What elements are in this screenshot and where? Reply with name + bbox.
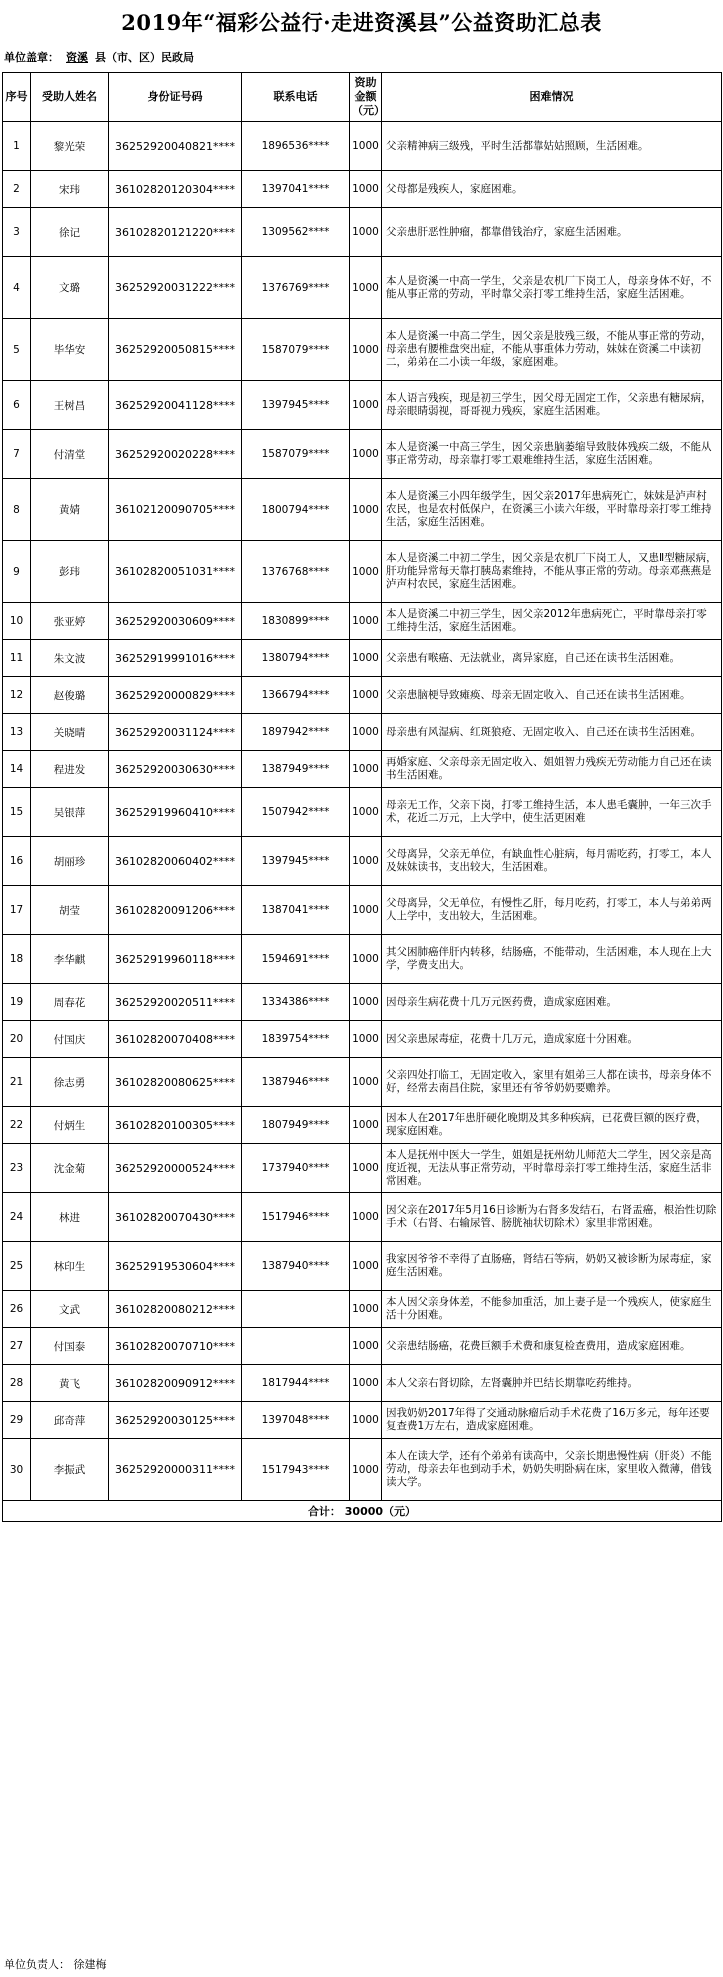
recipient-name: 周春花 [31,984,109,1021]
row-number: 2 [3,171,31,208]
document-title: 2019年“福彩公益行·走进资溪县”公益资助汇总表 [121,10,602,35]
table-row [3,122,722,171]
row-number: 28 [3,1365,31,1402]
header-name: 受助人姓名 [31,73,109,122]
difficulty-description: 本人是资溪二中初三学生，因父亲2012年患病死亡，平时靠母亲打零工维持生活，家庭生活困难。 [382,603,722,640]
phone-number: 1839754**** [242,1021,350,1058]
phone-number: 1517946**** [242,1193,350,1242]
row-number: 20 [3,1021,31,1058]
table-row [3,381,722,430]
difficulty-description: 本人是资溪一中高一学生，父亲是农机厂下岗工人，母亲身体不好，不能从事正常的劳动，平时靠父亲打零工维持生活，家庭生活困难。 [382,257,722,319]
id-number: 36252920030125**** [109,1402,242,1439]
row-number: 5 [3,319,31,381]
row-number: 21 [3,1058,31,1107]
difficulty-description: 因我奶奶2017年得了交通动脉瘤后动手术花费了16万多元，每年还要复查费1万左右，造成家庭困难。 [382,1402,722,1439]
difficulty-description: 再婚家庭、父亲母亲无固定收入、姐姐智力残疾无劳动能力自己还在读书生活困难。 [382,751,722,788]
id-number: 36102820091206**** [109,886,242,935]
table-row [3,603,722,640]
phone-number: 1800794**** [242,479,350,541]
id-number: 36252920000311**** [109,1439,242,1501]
aid-amount: 1000 [350,1058,382,1107]
id-number: 36252920020511**** [109,984,242,1021]
aid-amount: 1000 [350,208,382,257]
table-row [3,479,722,541]
row-number: 22 [3,1107,31,1144]
total-row [3,1501,722,1522]
recipient-name: 关晓晴 [31,714,109,751]
aid-amount: 1000 [350,541,382,603]
header-amount: 资助金额（元） [350,73,382,122]
aid-summary-table [2,72,722,1522]
recipient-name: 徐记 [31,208,109,257]
difficulty-description: 父母离异，父无单位，有慢性乙肝，每月吃药，打零工，本人与弟弟两人上学中，支出较大，生活困难。 [382,886,722,935]
id-number: 36102820070430**** [109,1193,242,1242]
phone-number: 1507942**** [242,788,350,837]
table-row [3,1402,722,1439]
table-row [3,1242,722,1291]
recipient-name: 赵俊璐 [31,677,109,714]
table-row [3,837,722,886]
aid-amount: 1000 [350,1402,382,1439]
recipient-name: 黄婧 [31,479,109,541]
row-number: 19 [3,984,31,1021]
recipient-name: 付炳生 [31,1107,109,1144]
id-number: 36102820051031**** [109,541,242,603]
table-row [3,1144,722,1193]
aid-amount: 1000 [350,751,382,788]
phone-number: 1587079**** [242,319,350,381]
header-id: 身份证号码 [109,73,242,122]
row-number: 16 [3,837,31,886]
table-header-row [3,73,722,122]
id-number: 36102820060402**** [109,837,242,886]
id-number: 36252920040821**** [109,122,242,171]
recipient-name: 黄飞 [31,1365,109,1402]
recipient-name: 朱文波 [31,640,109,677]
phone-number: 1309562**** [242,208,350,257]
recipient-name: 付国泰 [31,1328,109,1365]
id-number: 36102820070710**** [109,1328,242,1365]
difficulty-description: 本人是资溪三小四年级学生，因父亲2017年患病死亡，妹妹是泸声村农民，也是农村低保户，在资溪三小读六年级，平时靠母亲打零工维持生活，家庭生活困难。 [382,479,722,541]
difficulty-description: 父亲精神病三级残，平时生活都靠姑姑照顾，生活困难。 [382,122,722,171]
aid-amount: 1000 [350,1193,382,1242]
difficulty-description: 本人父亲右肾切除，左肾囊肿并巴结长期靠吃药维持。 [382,1365,722,1402]
phone-number: 1397945**** [242,837,350,886]
aid-amount: 1000 [350,788,382,837]
row-number: 7 [3,430,31,479]
phone-number: 1380794**** [242,640,350,677]
recipient-name: 沈金菊 [31,1144,109,1193]
recipient-name: 李华麒 [31,935,109,984]
header-phone: 联系电话 [242,73,350,122]
recipient-name: 付清堂 [31,430,109,479]
id-number: 36102820070408**** [109,1021,242,1058]
phone-number: 1896536**** [242,122,350,171]
row-number: 6 [3,381,31,430]
unit-stamp-label: 单位盖章： [4,51,59,64]
difficulty-description: 本人在读大学，还有个弟弟有读高中，父亲长期患慢性病（肝炎）不能劳动，母亲去年也到动手术，奶奶失明卧病在床，家里收入微薄，借钱读大学。 [382,1439,722,1501]
phone-number: 1830899**** [242,603,350,640]
aid-amount: 1000 [350,122,382,171]
difficulty-description: 父亲四处打临工，无固定收入，家里有姐弟三人都在读书，母亲身体不好，经常去南昌住院，家里还有爷爷奶奶要赡养。 [382,1058,722,1107]
aid-amount: 1000 [350,1365,382,1402]
difficulty-description: 本人因父亲身体差，不能参加重活，加上妻子是一个残疾人，使家庭生活十分困难。 [382,1291,722,1328]
id-number: 36252920000829**** [109,677,242,714]
id-number: 36102820080212**** [109,1291,242,1328]
recipient-name: 毕华安 [31,319,109,381]
row-number: 3 [3,208,31,257]
row-number: 10 [3,603,31,640]
table-row [3,208,722,257]
aid-amount: 1000 [350,1291,382,1328]
table-row [3,714,722,751]
phone-number: 1897942**** [242,714,350,751]
difficulty-description: 因父亲患尿毒症，花费十几万元，造成家庭十分困难。 [382,1021,722,1058]
id-number: 36252920031124**** [109,714,242,751]
phone-number: 1376768**** [242,541,350,603]
phone-number: 1517943**** [242,1439,350,1501]
id-number: 36252920041128**** [109,381,242,430]
recipient-name: 胡丽珍 [31,837,109,886]
unit-stamp-line [4,48,194,68]
difficulty-description: 母亲无工作，父亲下岗，打零工维持生活，本人患毛囊肿，一年三次手术，花近二万元，上大学中，使生活更困难 [382,788,722,837]
id-number: 36102120090705**** [109,479,242,541]
aid-amount: 1000 [350,714,382,751]
total-amount: 合计： 30000（元） [3,1501,722,1522]
aid-amount: 1000 [350,479,382,541]
id-number: 36252920030609**** [109,603,242,640]
recipient-name: 程进发 [31,751,109,788]
recipient-name: 付国庆 [31,1021,109,1058]
phone-number [242,1291,350,1328]
recipient-name: 邱奇萍 [31,1402,109,1439]
table-row [3,677,722,714]
aid-amount: 1000 [350,257,382,319]
difficulty-description: 因本人在2017年患肝硬化晚期及其多种疾病，已花费巨额的医疗费，现家庭困难。 [382,1107,722,1144]
aid-amount: 1000 [350,837,382,886]
unit-suffix: 县（市、区）民政局 [95,51,194,64]
id-number: 36252920050815**** [109,319,242,381]
aid-amount: 1000 [350,1439,382,1501]
phone-number: 1387041**** [242,886,350,935]
id-number: 36102820120304**** [109,171,242,208]
id-number: 36252920000524**** [109,1144,242,1193]
phone-number: 1334386**** [242,984,350,1021]
difficulty-description: 父亲患肝恶性肿瘤，都靠借钱治疗，家庭生活困难。 [382,208,722,257]
id-number: 36102820090912**** [109,1365,242,1402]
row-number: 9 [3,541,31,603]
phone-number: 1387940**** [242,1242,350,1291]
difficulty-description: 本人是资溪一中高二学生，因父亲是肢残三级，不能从事正常的劳动，母亲患有腰椎盘突出症，不能从事重体力劳动，妹妹在资溪二中读初二，弟弟在二小读一年级，家庭困难。 [382,319,722,381]
id-number: 36252920030630**** [109,751,242,788]
row-number: 14 [3,751,31,788]
aid-amount: 1000 [350,1144,382,1193]
recipient-name: 林进 [31,1193,109,1242]
aid-amount: 1000 [350,319,382,381]
row-number: 1 [3,122,31,171]
table-body [3,122,722,1501]
row-number: 23 [3,1144,31,1193]
phone-number: 1397945**** [242,381,350,430]
aid-amount: 1000 [350,381,382,430]
phone-number: 1737940**** [242,1144,350,1193]
id-number: 36252919960410**** [109,788,242,837]
row-number: 24 [3,1193,31,1242]
id-number: 36102820080625**** [109,1058,242,1107]
recipient-name: 文璐 [31,257,109,319]
difficulty-description: 父母离异，父亲无单位，有缺血性心脏病，每月需吃药，打零工，本人及妹妹读书，支出较大，生活困难。 [382,837,722,886]
phone-number: 1817944**** [242,1365,350,1402]
id-number: 36102820100305**** [109,1107,242,1144]
row-number: 4 [3,257,31,319]
row-number: 30 [3,1439,31,1501]
difficulty-description: 父母都是残疾人，家庭困难。 [382,171,722,208]
phone-number: 1387949**** [242,751,350,788]
row-number: 25 [3,1242,31,1291]
recipient-name: 李振武 [31,1439,109,1501]
row-number: 29 [3,1402,31,1439]
difficulty-description: 本人是抚州中医大一学生，姐姐是抚州幼儿师范大二学生，因父亲是高度近视，无法从事正常劳动，平时靠母亲打零工维持生活，家庭生活非常困难。 [382,1144,722,1193]
difficulty-description: 我家因爷爷不幸得了直肠癌，肾结石等病，奶奶又被诊断为尿毒症，家庭生活困难。 [382,1242,722,1291]
table-row [3,1439,722,1501]
row-number: 12 [3,677,31,714]
phone-number: 1376769**** [242,257,350,319]
phone-number: 1397041**** [242,171,350,208]
aid-amount: 1000 [350,430,382,479]
difficulty-description: 本人语言残疾，现是初三学生，因父母无固定工作，父亲患有糖尿病，母亲眼睛弱视，哥哥视力残疾，家庭生活困难。 [382,381,722,430]
phone-number: 1366794**** [242,677,350,714]
table-row [3,1291,722,1328]
row-number: 11 [3,640,31,677]
row-number: 15 [3,788,31,837]
difficulty-description: 其父困肺癌伴肝内转移，结肠癌，不能带动，生活困难，本人现在上大学，学费支出大。 [382,935,722,984]
aid-amount: 1000 [350,886,382,935]
difficulty-description: 本人是资溪一中高三学生，因父亲患脑萎缩导致肢体残疾二级，不能从事正常劳动，母亲靠打零工艰难维持生活，家庭生活困难。 [382,430,722,479]
aid-amount: 1000 [350,935,382,984]
recipient-name: 张亚婷 [31,603,109,640]
difficulty-description: 因父亲在2017年5月16日诊断为右肾多发结石，右肾盂癌，根治性切除手术（右肾、右输尿管、膀胱袖状切除术）家里非常困难。 [382,1193,722,1242]
table-row [3,1328,722,1365]
row-number: 18 [3,935,31,984]
id-number: 36252919991016**** [109,640,242,677]
difficulty-description: 本人是资溪二中初二学生，因父亲是农机厂下岗工人，又患Ⅱ型糖尿病，肝功能异常每天靠打胰岛素维持，不能从事正常的劳动。母亲邓燕燕是泸声村农民，家庭生活困难。 [382,541,722,603]
recipient-name: 吴银萍 [31,788,109,837]
phone-number: 1594691**** [242,935,350,984]
header-no: 序号 [3,73,31,122]
recipient-name: 徐志勇 [31,1058,109,1107]
table-row [3,1365,722,1402]
aid-amount: 1000 [350,171,382,208]
recipient-name: 王树昌 [31,381,109,430]
phone-number: 1387946**** [242,1058,350,1107]
recipient-name: 宋玮 [31,171,109,208]
id-number: 36252919960118**** [109,935,242,984]
id-number: 36252920020228**** [109,430,242,479]
table-row [3,1107,722,1144]
table-row [3,319,722,381]
row-number: 26 [3,1291,31,1328]
aid-amount: 1000 [350,640,382,677]
row-number: 17 [3,886,31,935]
recipient-name: 林印生 [31,1242,109,1291]
aid-amount: 1000 [350,1242,382,1291]
table-row [3,886,722,935]
phone-number [242,1328,350,1365]
table-row [3,1058,722,1107]
aid-amount: 1000 [350,603,382,640]
table-row [3,257,722,319]
table-row [3,430,722,479]
recipient-name: 胡莹 [31,886,109,935]
aid-amount: 1000 [350,1107,382,1144]
county-name: 资溪 [66,51,88,64]
aid-amount: 1000 [350,1021,382,1058]
row-number: 13 [3,714,31,751]
table-row [3,541,722,603]
table-row [3,751,722,788]
aid-amount: 1000 [350,1328,382,1365]
phone-number: 1397048**** [242,1402,350,1439]
difficulty-description: 因母亲生病花费十几万元医药费，造成家庭困难。 [382,984,722,1021]
difficulty-description: 母亲患有风湿病、红斑狼疮、无固定收入、自己还在读书生活困难。 [382,714,722,751]
difficulty-description: 父亲患有喉癌、无法就业，离异家庭，自己还在读书生活困难。 [382,640,722,677]
recipient-name: 彭玮 [31,541,109,603]
id-number: 36252920031222**** [109,257,242,319]
aid-amount: 1000 [350,984,382,1021]
responsible-person: 单位负责人： 徐建梅 [4,1958,107,1971]
row-number: 27 [3,1328,31,1365]
table-row [3,171,722,208]
difficulty-description: 父亲患结肠癌，花费巨额手术费和康复检查费用，造成家庭困难。 [382,1328,722,1365]
recipient-name: 文武 [31,1291,109,1328]
table-row [3,1193,722,1242]
id-number: 36102820121220**** [109,208,242,257]
table-row [3,935,722,984]
difficulty-description: 父亲患脑梗导致瘫痪、母亲无固定收入、自己还在读书生活困难。 [382,677,722,714]
header-difficulty: 困难情况 [382,73,722,122]
id-number: 36252919530604**** [109,1242,242,1291]
row-number: 8 [3,479,31,541]
table-row [3,788,722,837]
table-row [3,640,722,677]
phone-number: 1807949**** [242,1107,350,1144]
table-row [3,1021,722,1058]
phone-number: 1587079**** [242,430,350,479]
aid-amount: 1000 [350,677,382,714]
table-row [3,984,722,1021]
recipient-name: 黎光荣 [31,122,109,171]
